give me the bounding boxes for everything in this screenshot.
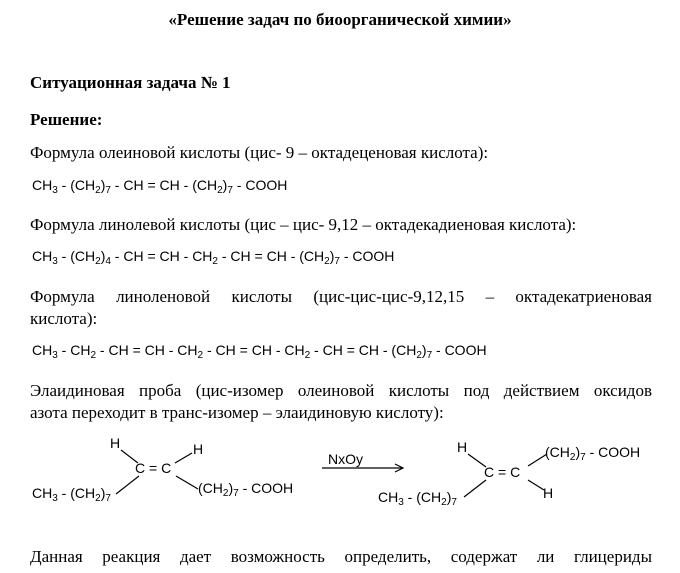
trans-double-bond: C = C (484, 464, 521, 480)
cis-bond-chain-left (116, 476, 139, 494)
document-title: «Решение задач по биоорганической химии» (168, 10, 512, 29)
trans-h-top: H (457, 439, 468, 455)
linolenic-caption-line2: кислота): (30, 309, 98, 328)
trans-left-chain: $CH_3 - (CH_2)_7$ (378, 489, 457, 508)
cis-double-bond: C = C (135, 460, 172, 476)
cis-left-chain: $CH_3 - (CH_2)_7$ (32, 485, 111, 504)
linolenic-caption-line1: Формула линоленовой кислоты (цис-цис-цис-9,12,15 – октадекатриеновая (30, 287, 652, 306)
reagent-label: NxOy (328, 451, 363, 467)
task-heading: Ситуационная задача № 1 (30, 73, 231, 92)
trans-bond-chain-left (464, 480, 486, 497)
solution-heading: Решение: (30, 110, 103, 129)
linoleic-caption: Формула линолевой кислоты (цис – цис- 9,12 – октадекадиеновая кислота): (30, 215, 577, 234)
bottom-line: Данная реакция дает возможность определить, содержат ли глицериды (30, 547, 652, 566)
trans-bond-h-bottom (528, 480, 544, 490)
cis-bond-chain-right (176, 476, 198, 489)
cis-bond-h-left (121, 450, 138, 463)
trans-right-chain: $(CH_2)_7$ - COOH (545, 444, 641, 463)
linoleic-formula: $CH_3 - (CH_2)_4$ - CH = CH - $CH_2$ - CH = CH - $(CH_2)_7$ - COOH (32, 248, 395, 267)
cis-bond-h-right (175, 453, 192, 463)
trans-bond-chain-right (528, 454, 547, 466)
linolenic-formula: $CH_3 - CH_2$ - CH = CH - $CH_2$ - CH = CH - $CH_2$ - CH = CH - $(CH_2)_7$ - COOH (32, 342, 487, 361)
elaidin-caption-line1: Элаидиновая проба (цис-изомер олеиновой кислоты под действием оксидов (30, 381, 652, 400)
trans-bond-h-top (468, 454, 486, 467)
cis-h-left: H (110, 435, 121, 451)
oleic-formula: $CH_3 - (CH_2)_7$ - CH = CH - $(CH_2)_7$ - COOH (32, 177, 288, 196)
elaidin-caption-line2: азота переходит в транс-изомер – элаидиновую кислоту): (30, 403, 444, 422)
trans-h-bottom: H (543, 485, 554, 501)
oleic-caption: Формула олеиновой кислоты (цис- 9 – октадеценовая кислота): (30, 143, 489, 162)
cis-h-right: H (193, 441, 204, 457)
cis-right-chain: $(CH_2)_7$ - COOH (198, 480, 294, 499)
